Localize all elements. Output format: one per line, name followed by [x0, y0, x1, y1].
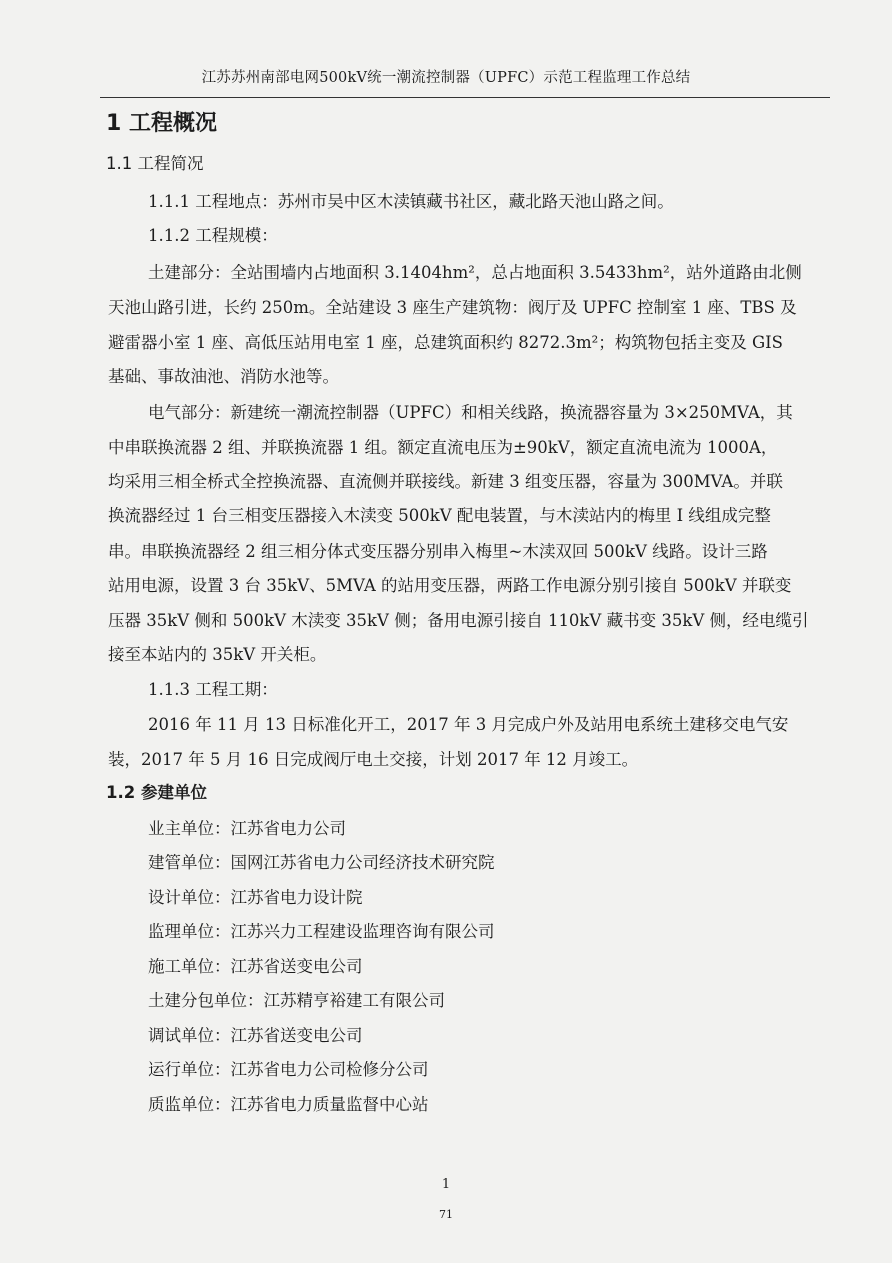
electrical-line-2: 中串联换流器 2 组、并联换流器 1 组。额定直流电压为±90kV，额定直流电流为 1000A， [108, 438, 778, 457]
location-paragraph: 1.1.1 工程地点：苏州市吴中区木渎镇藏书社区，藏北路天池山路之间。 [148, 192, 674, 211]
page-number-total: 71 [439, 1208, 453, 1221]
electrical-line-1: 电气部分：新建统一潮流控制器（UPFC）和相关线路，换流器容量为 3×250MVA，其 [148, 403, 793, 422]
unit-design: 设计单位：江苏省电力设计院 [148, 888, 363, 907]
civil-line-3: 避雷器小室 1 座、高低压站用电室 1 座，总建筑面积约 8272.3m²；构筑物包括主变及 GIS [108, 333, 783, 352]
electrical-line-7: 压器 35kV 侧和 500kV 木渎变 35kV 侧；备用电源引接自 110kV 藏书变 35kV 侧，经电缆引 [108, 611, 809, 630]
unit-quality: 质监单位：江苏省电力质量监督中心站 [148, 1095, 429, 1114]
unit-construction: 施工单位：江苏省送变电公司 [148, 957, 363, 976]
running-header: 江苏苏州南部电网500kV统一潮流控制器（UPFC）示范工程监理工作总结 [201, 70, 691, 86]
period-line-1: 2016 年 11 月 13 日标准化开工，2017 年 3 月完成户外及站用电系统土建移交电气安 [148, 715, 789, 734]
unit-supervision: 监理单位：江苏兴力工程建设监理咨询有限公司 [148, 922, 495, 941]
period-line-2: 装，2017 年 5 月 16 日完成阀厅电土交接，计划 2017 年 12 月竣工。 [108, 750, 639, 769]
chapter-heading: 1 工程概况 [106, 111, 217, 136]
civil-line-4: 基础、事故油池、消防水池等。 [108, 367, 339, 386]
electrical-line-6: 站用电源，设置 3 台 35kV、5MVA 的站用变压器，两路工作电源分别引接自 500kV 并联变 [108, 576, 792, 595]
page-number: 1 [441, 1177, 451, 1192]
unit-civil-subcontract: 土建分包单位：江苏精亨裕建工有限公司 [148, 991, 445, 1010]
unit-owner: 业主单位：江苏省电力公司 [148, 819, 346, 838]
electrical-line-4: 换流器经过 1 台三相变压器接入木渎变 500kV 配电装置，与木渎站内的梅里 I 线组成完整 [108, 506, 771, 525]
civil-line-1: 土建部分：全站围墙内占地面积 3.1404hm²，总占地面积 3.5433hm²，站外道路由北侧 [148, 263, 802, 282]
electrical-line-8: 接至本站内的 35kV 开关柜。 [108, 645, 327, 664]
period-title: 1.1.3 工程工期： [148, 680, 278, 699]
header-rule [100, 97, 830, 98]
electrical-line-3: 均采用三相全桥式全控换流器、直流侧并联接线。新建 3 组变压器，容量为 300MVA。并联 [108, 472, 783, 491]
unit-operation: 运行单位：江苏省电力公司检修分公司 [148, 1060, 429, 1079]
unit-commissioning: 调试单位：江苏省送变电公司 [148, 1026, 363, 1045]
unit-construction-management: 建管单位：国网江苏省电力公司经济技术研究院 [148, 853, 495, 872]
section-heading-1-2: 1.2 参建单位 [106, 783, 207, 802]
section-heading-1-1: 1.1 工程简况 [106, 154, 204, 173]
civil-line-2: 天池山路引进，长约 250m。全站建设 3 座生产建筑物：阀厅及 UPFC 控制室 1 座、TBS 及 [108, 298, 797, 317]
electrical-line-5: 串。串联换流器经 2 组三相分体式变压器分别串入梅里~木渎双回 500kV 线路。设计三路 [108, 542, 768, 561]
scale-title: 1.1.2 工程规模： [148, 226, 278, 245]
